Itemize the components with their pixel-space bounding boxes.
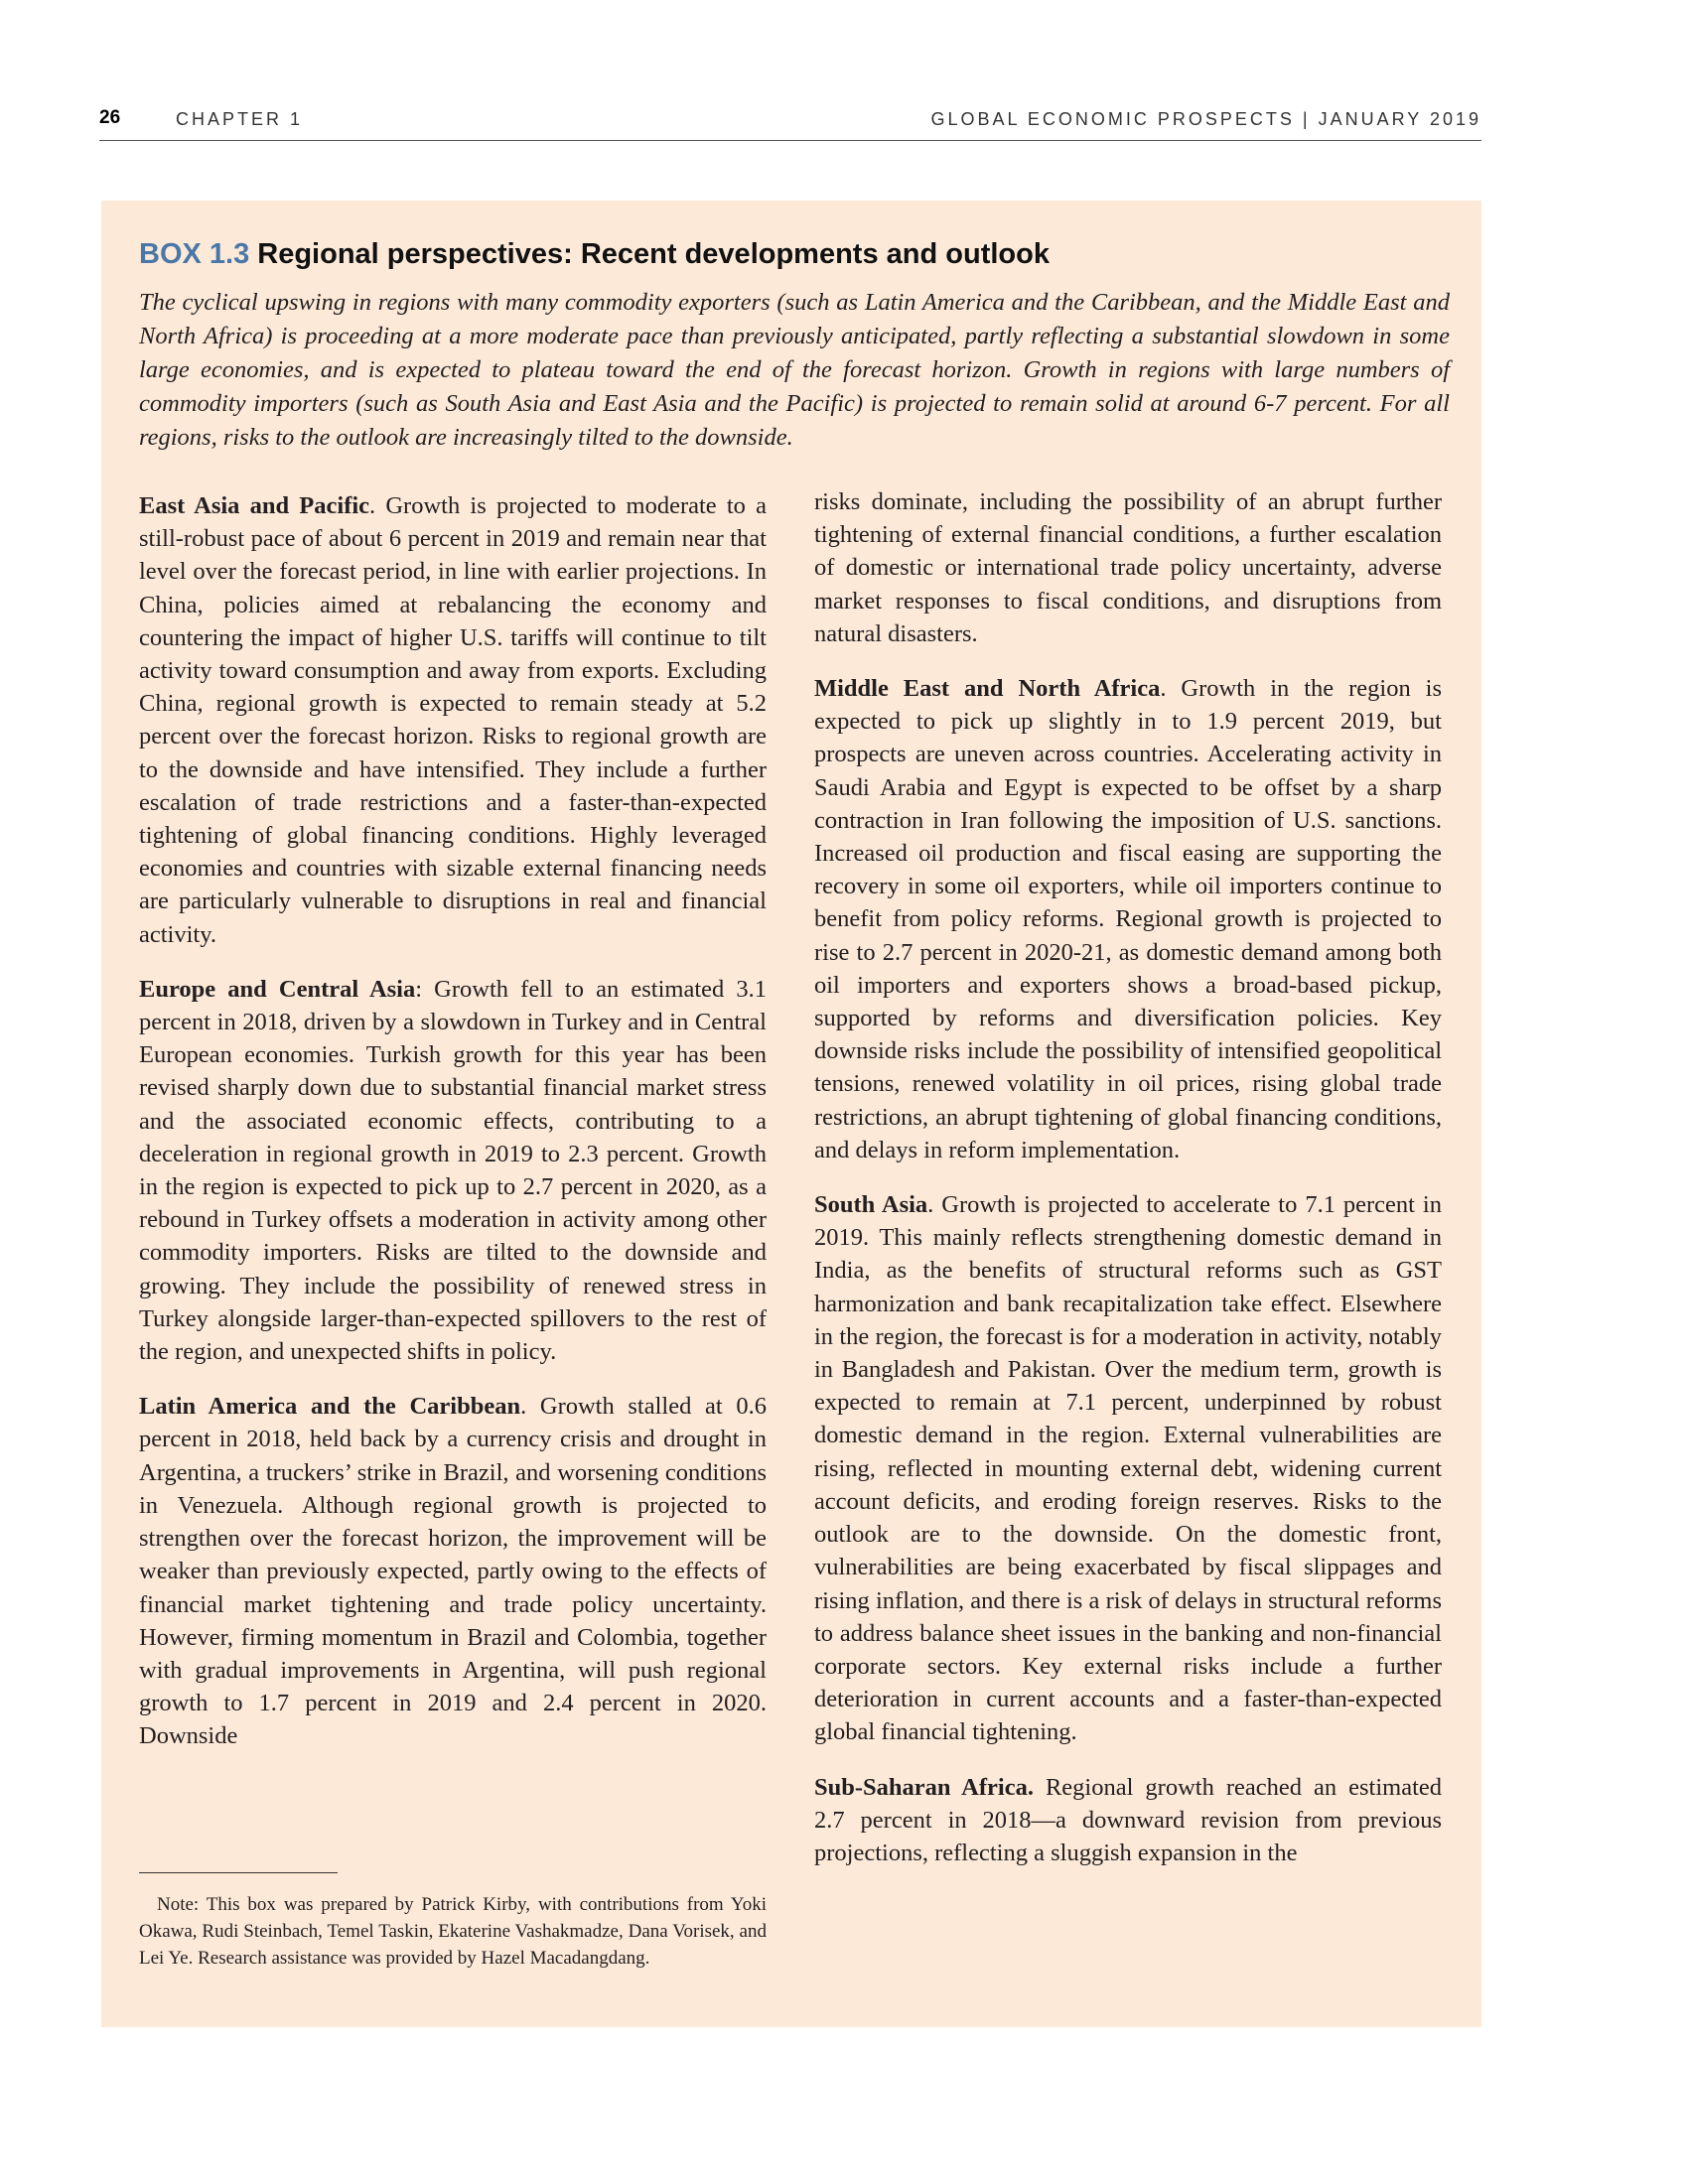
section-text: Regional growth reached an estimated 2.7 percent in 2018—a downward revision from previous projections, reflecting a sluggish expansion in the xyxy=(814,1773,1442,1866)
section-sub-saharan-africa xyxy=(814,1771,1442,1870)
section-east-asia-pacific xyxy=(139,489,767,951)
section-heading: South Asia xyxy=(814,1191,928,1219)
regional-perspectives-box xyxy=(101,201,1481,2027)
section-middle-east-north-africa xyxy=(814,672,1442,1166)
section-text: : Growth fell to an estimated 3.1 percent in 2018, driven by a slowdown in Turkey and in Central European economies. Turkish growth for this year has been revised sharply down due to substantial financial market stress and the associated economic effects, contributing to a deceleration in regional growth in 2019 to 2.3 percent. Growth in the region is expected to pick up to 2.7 percent in 2020, as a rebound in Turkey offsets a moderation in activity among other commodity importers. Risks are tilted to the downside and growing. They include the possibility of renewed stress in Turkey alongside larger-than-expected spillovers to the rest of the region, and unexpected shifts in policy. xyxy=(139,975,767,1366)
section-heading: Sub-Saharan Africa. xyxy=(814,1773,1034,1801)
section-south-asia xyxy=(814,1188,1442,1748)
footnote: Note: This box was prepared by Patrick Kirby, with contributions from Yoki Okawa, Rudi Steinbach, Temel Taskin, Ekaterine Vashakmadze, Dana Vorisek, and Lei Ye. Research assistance was provided by Hazel Macadangdang. xyxy=(139,1894,767,1969)
section-text: . Growth stalled at 0.6 percent in 2018, held back by a currency crisis and drought in Argentina, a truckers’ strike in Brazil, and worsening conditions in Venezuela. Although regional growth is projected to strengthen over the forecast horizon, the improvement will be weaker than previously expected, partly owing to the effects of financial market tightening and trade policy uncertainty. However, firming momentum in Brazil and Colombia, together with gradual improvements in Argentina, will push regional growth to 1.7 percent in 2019 and 2.4 percent in 2020. Downside xyxy=(139,1393,767,1750)
left-column xyxy=(139,489,767,1775)
section-heading: Middle East and North Africa xyxy=(814,675,1161,703)
box-title xyxy=(139,238,1450,271)
page-number: 26 xyxy=(99,107,121,128)
section-europe-central-asia xyxy=(139,973,767,1368)
section-heading: East Asia and Pacific xyxy=(139,492,370,519)
section-text: . Growth in the region is expected to pick up slightly in to 1.9 percent 2019, but prospects are uneven across countries. Accelerating activity in Saudi Arabia and Egypt is expected to be offset by a sharp contraction in Iran following the imposition of U.S. sanctions. Increased oil production and fiscal easing are supporting the recovery in some oil exporters, while oil importers continue to benefit from policy reforms. Regional growth is projected to rise to 2.7 percent in 2020-21, as domestic demand among both oil importers and exporters shows a broad-based pickup, supported by reforms and diversification policies. Key downside risks include the possibility of intensified geopolitical tensions, renewed volatility in oil prices, rising global trade restrictions, an abrupt tightening of global financing conditions, and delays in reform implementation. xyxy=(814,675,1442,1163)
section-heading: Europe and Central Asia xyxy=(139,975,416,1003)
section-text: . Growth is projected to accelerate to 7.1 percent in 2019. This mainly reflects strengthening domestic demand in India, as the benefits of structural reforms such as GST harmonization and bank recapitalization take effect. Elsewhere in the region, the forecast is for a moderation in activity, notably in Bangladesh and Pakistan. Over the medium term, growth is expected to remain at 7.1 percent, underpinned by robust domestic demand in the region. External vulnerabilities are rising, reflected in mounting external debt, widening current account deficits, and eroding foreign reserves. Risks to the outlook are to the downside. On the domestic front, vulnerabilities are being exacerbated by fiscal slippages and rising inflation, and there is a risk of delays in structural reforms to address balance sheet issues in the banking and non-financial corporate sectors. Key external risks include a further deterioration in current accounts and a faster-than-expected global financial tightening. xyxy=(814,1191,1442,1746)
section-latin-america-continued: risks dominate, including the possibility of an abrupt further tightening of external financial conditions, a further escalation of domestic or international trade policy uncertainty, adverse market responses to fiscal conditions, and disruptions from natural disasters. xyxy=(814,488,1442,647)
box-lede: The cyclical upswing in regions with many commodity exporters (such as Latin America and the Caribbean, and the Middle East and North Africa) is proceeding at a more moderate pace than previously anticipated, partly reflecting a substantial slowdown in some large economies, and is expected to plateau toward the end of the forecast horizon. Growth in regions with large numbers of commodity importers (such as South Asia and East Asia and the Pacific) is projected to remain solid at around 6-7 percent. For all regions, risks to the outlook are increasingly tilted to the downside. xyxy=(139,289,1450,451)
chapter-label: CHAPTER 1 xyxy=(176,109,304,129)
footnote-rule xyxy=(139,1872,338,1873)
box-title-text: Regional perspectives: Recent developments and outlook xyxy=(249,238,1050,270)
section-latin-america-caribbean xyxy=(139,1390,767,1752)
section-heading: Latin America and the Caribbean xyxy=(139,1393,521,1421)
right-column xyxy=(814,485,1442,1891)
box-number: BOX 1.3 xyxy=(139,238,250,270)
publication-title: GLOBAL ECONOMIC PROSPECTS | JANUARY 2019 xyxy=(930,109,1481,129)
running-header xyxy=(99,107,1481,141)
section-text: . Growth is projected to moderate to a still-robust pace of about 6 percent in 2019 and remain near that level over the forecast period, in line with earlier projections. In China, policies aimed at rebalancing the economy and countering the impact of higher U.S. tariffs will continue to tilt activity toward consumption and away from exports. Excluding China, regional growth is expected to remain steady at 5.2 percent over the forecast horizon. Risks to regional growth are to the downside and have intensified. They include a further escalation of trade restrictions and a faster-than-expected tightening of global financing conditions. Highly leveraged economies and countries with sizable external financing needs are particularly vulnerable to disruptions in real and financial activity. xyxy=(139,492,767,948)
